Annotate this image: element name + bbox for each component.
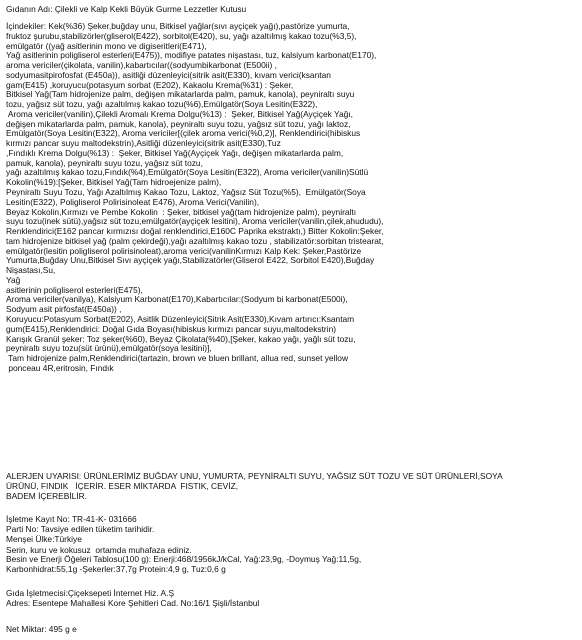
nutrition-facts — [6, 554, 361, 574]
producer-info — [6, 588, 259, 608]
ingredients-line: aroma vericiler(çikolata, vanilin),kabartıcılar((sodyumbikarbonat (E500ii) , — [6, 60, 277, 71]
allergen-line: ALERJEN UYARISI: ÜRÜNLERİMİZ BUĞDAY UNU, YUMURTA, PEYNİRALTI SUYU, YAĞSIZ SÜT TOZU VE SÜT ÜRÜNLERİ,SOYA — [6, 471, 503, 481]
ingredients-line: ponceau 4R,eritrosin, Fındık — [6, 362, 114, 373]
ingredients-line: emülgatör(lesitin poligliserol polirisinoleat),aroma verici(vanilinKırmızı Kalp Kek: Şeker,Pastörize — [6, 245, 362, 256]
ingredients-line: Karışık Granül şeker: Toz şeker(%60), Beyaz Çikolata(%40),[Şeker, kakao yağı, yağlı süt tozu, — [6, 333, 356, 344]
ingredients-line: Emülgatör(Soya Lesitin(E322), Aroma vericiler[(çilek aroma verici(%0,2)], Renklendirici(hibiskus — [6, 128, 361, 139]
registration-line: İşletme Kayıt No: TR-41-K- 031666 — [6, 514, 137, 524]
producer-line: Gıda İşletmecisi:Çiçeksepeti İnternet Hiz. A.Ş — [6, 588, 175, 598]
ingredients-line: gam(E415) ,koruyucu(potasyum sorbat (E202), Kakaolu Krema(%31) : Şeker, — [6, 79, 294, 90]
ingredients-line: Beyaz Kokolin,Kırmızı ve Pembe Kokolin : Şeker, bitkisel yağ(tam hidrojenize palm), peyniraltı — [6, 206, 357, 217]
ingredients-line: Tam hidrojenize palm,Renklendirici(tartazin, brown ve bluen brillant, allua red, sunset yellow — [6, 353, 348, 364]
ingredients-line: peyniraltı suyu tozu(süt ürünü),emülgatör(soya lesitini)], — [6, 343, 212, 354]
ingredients-line: gum(E415),Renklendirici: Doğal Gıda Boyası(hibiskus kırmızı pancar suyu,maltodekstrin) — [6, 323, 337, 334]
nutrition-line: Besin ve Enerji Öğeleri Tablosu(100 g): Enerji:468/1956kJ/kCal, Yağ:23,9g, -Doymuş Yağ:11,5g, — [6, 554, 362, 564]
ingredients-line: tam hidrojenize bitkisel yağ (palm çekirdeği),yağı azaltılmış kakao tozu , stabilizatör:sorbitan tristearat, — [6, 235, 384, 246]
ingredients-line: Kokolin(%19):[Şeker, Bitkisel Yağ(Tam hidroejenize palm), — [6, 177, 222, 188]
ingredients-block — [6, 22, 384, 374]
ingredients-line: Sodyum asit pirfosfat(E450a)) , — [6, 304, 122, 315]
ingredients-line: kırmızı pancar suyu maltodekstrin),Asitliği düzenleyici(sitrik asit(E330),Tuz — [6, 138, 281, 149]
registration-line: Parti No: Tavsiye edilen tüketim tarihidir. — [6, 524, 155, 535]
allergen-line: BADEM İÇEREBİLİR. — [6, 491, 87, 502]
ingredients-line: yağı azaltılmış kakao tozu,Fındık(%4),Emülgatör(Soya Lesitin(E322), Aroma vericiler(vanilin)Sütlü — [6, 167, 369, 178]
ingredients-line: tozu, yağsız süt tozu, yağı azaltılmış kakao tozu(%6),Emülgatör(Soya Lesitin(E322), — [6, 99, 318, 110]
ingredients-line: Yumurta,Buğday Unu,Bitkisel Sıvı ayçiçek yağı,Stabilizatörler(Gliserol E422, Sorbitol E420),Buğday — [6, 255, 375, 266]
ingredients-line: Nişastası,Su, — [6, 265, 56, 276]
ingredients-line: Renklendirici(E162 pancar kırmızısı doğal renklendirici,E160C Paprika ekstraktı,) Bitter Kokolin:Şeker, — [6, 226, 384, 237]
allergen-line: ÜRÜNÜ, FINDIK İÇERİR. ESER MİKTARDA FISTIK, CEVİZ, — [6, 481, 239, 492]
ingredients-line: fruktoz şurubu,stabilizörler(gliserol(E422), sorbitol(E420), su, yağı azaltılmış kakao tozu(%3,5), — [6, 30, 357, 41]
nutrition-line: Karbonhidrat:55,1g -Şekerler:37,7g Protein:4,9 g, Tuz:0,6 g — [6, 564, 226, 575]
ingredients-line: sodyumasitpirofosfat (E450a)), asitliği düzenleyici(sitrik asit(E330), kıvam verici(ksantan — [6, 69, 331, 80]
ingredients-line: Yağ — [6, 274, 21, 285]
ingredients-line: suyu tozu(inek sütü),yağsız süt tozu,emülgatör(ayçiçek lesitini), Aroma vericiler(vanilin,çilek,ahududu), — [6, 216, 384, 227]
ingredients-line: Yağ asitlerinin poligliserol esterleri(E475)), modifiye patates nişastası, tuz, kalsiyum karbonat(E170), — [6, 50, 377, 61]
ingredients-line: Bitkisel Yağ(Tam hidrojenize palm, değişen mikatarlarda palm, pamuk, kanola), peyniraltı suyu — [6, 89, 355, 100]
registration-info — [6, 514, 192, 555]
net-weight: Net Miktar: 495 g e — [6, 624, 77, 634]
ingredients-line: Lesitin(E322), Poligliserol Polirisinoleat E476), Aroma Verici(Vanilin), — [6, 196, 260, 207]
ingredients-line: pamuk, kanola), peyniraltı suyu tozu, yağsız süt tozu, — [6, 157, 203, 168]
ingredients-line: Peyniraltı Suyu Tozu, Yağı Azaltılmış Kakao Tozu, Laktoz, Yağsız Süt Tozu(%5), Emülgatör(Soya — [6, 187, 366, 198]
ingredients-line: asitlerinin poligliserol esterleri(E475), — [6, 284, 143, 295]
registration-line: Serin, kuru ve kokusuz ortamda muhafaza ediniz. — [6, 544, 192, 555]
ingredients-line: emülgatör ((yağ asitlerinin mono ve digiseritleri(E471), — [6, 40, 207, 51]
ingredients-line: Koruyucu:Potasyum Sorbat(E202), Asitlik Düzenleyici(Sitrik Asit(E330),Kıvam artırıcı:Ksantam — [6, 313, 355, 324]
ingredients-line: Aroma vericiler(vanilin),Çilekli Aromalı Krema Dolgu(%13) : Şeker, Bitkisel Yağ(Ayçiçek Yağı, — [6, 108, 353, 119]
allergen-warning — [6, 471, 503, 502]
producer-line: Adres: Esentepe Mahallesi Kore Şehitleri Cad. No:16/1 Şişli/İstanbul — [6, 598, 260, 609]
ingredients-line: ,Fındıklı Krema Dolgu(%13) : Şeker, Bitkisel Yağ(Ayçiçek Yağı, değişen mikatarlarda palm, — [6, 147, 344, 158]
product-name: Gıdanın Adı: Çilekli ve Kalp Kekli Büyük Gurme Lezzetler Kutusu — [6, 4, 247, 14]
ingredients-line: Aroma vericiler(vanilya), Kalsiyum Karbonat(E170),Kabartıcılar:(Sodyum bi karbonat(E500i), — [6, 294, 348, 305]
registration-line: Menşei Ülke:Türkiye — [6, 534, 82, 545]
ingredients-line: İçindekiler: Kek(%36) Şeker,buğday unu, Bitkisel yağlar(sıvı ayçiçek yağı),pastörize yumurta, — [6, 21, 350, 31]
ingredients-line: değişen mikatarlarda palm, pamuk, kanola), peyniraltı suyu tozu, yağsız süt tozu, yağı laktoz, — [6, 118, 351, 129]
